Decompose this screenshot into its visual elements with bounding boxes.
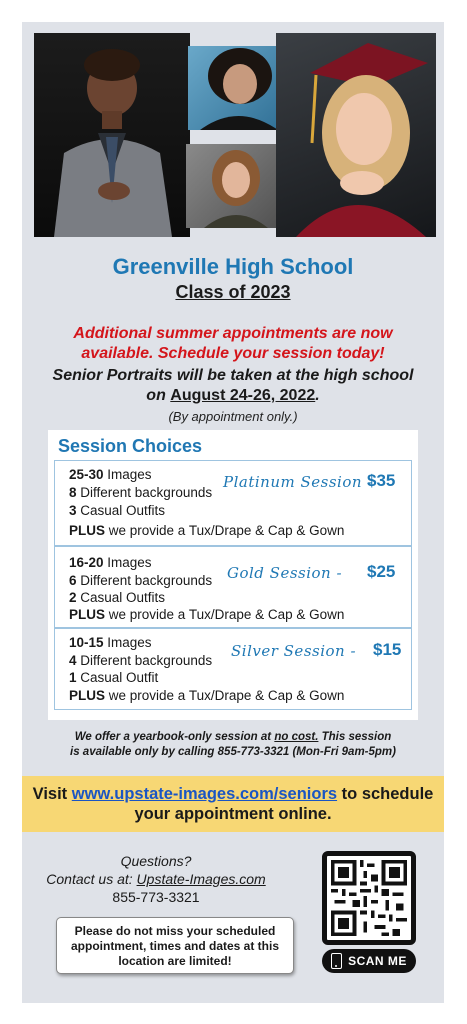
package-plus: PLUS we provide a Tux/Drape & Cap & Gown (69, 688, 345, 703)
yearbook-line-2: is available only by calling 855-773-3321 (Mon-Fri 9am-5pm) (70, 746, 396, 758)
silver-session-name: Silver Session - (231, 642, 357, 660)
phone-icon (331, 953, 342, 969)
package-images: 16-20 Images (69, 555, 152, 570)
senior-photo-girl-smiling (186, 144, 286, 228)
gold-session-price: $25 (367, 562, 396, 581)
scan-me-badge (322, 949, 416, 973)
summer-appointments-notice (36, 324, 430, 364)
package-images: 10-15 Images (69, 635, 152, 650)
visit-website-banner (22, 776, 444, 832)
scan-me-label: SCAN ME (348, 954, 407, 968)
summer-line-1: Additional summer appointments are now (73, 325, 393, 342)
platinum-session-package (54, 460, 412, 546)
senior-on: on (146, 387, 171, 404)
no-cost: no cost. (274, 731, 319, 743)
visit-line-2: your appointment online. (134, 805, 332, 823)
package-outfits: 1 Casual Outfit (69, 670, 159, 685)
summer-line-2: available. Schedule your session today! (81, 345, 385, 362)
package-images: 25-30 Images (69, 467, 152, 482)
qr-code-icon (331, 860, 407, 936)
contact-phone: 855-773-3321 (112, 889, 200, 905)
platinum-session-price: $35 (367, 471, 396, 490)
session-choices-panel (48, 430, 418, 720)
qr-code[interactable] (322, 851, 416, 945)
package-outfits: 3 Casual Outfits (69, 503, 166, 518)
flyer (22, 22, 444, 1003)
portrait-dates: August 24-26, 2022 (170, 387, 316, 404)
gold-session-name: Gold Session - (227, 564, 343, 582)
website-link[interactable]: Upstate-Images.com (136, 871, 266, 887)
platinum-session-name: Platinum Session - (223, 473, 373, 491)
yearbook-only-note (22, 730, 444, 760)
package-plus: PLUS we provide a Tux/Drape & Cap & Gown (69, 523, 345, 538)
silver-session-package (54, 628, 412, 710)
silver-session-price: $15 (373, 640, 402, 659)
package-plus: PLUS we provide a Tux/Drape & Cap & Gown (69, 607, 345, 622)
session-choices-title: Session Choices (58, 436, 203, 456)
senior-period: . (315, 387, 320, 404)
senior-line-2 (32, 386, 434, 406)
senior-line-1: Senior Portraits will be taken at the high school (52, 367, 414, 384)
senior-photo-girl-curly (188, 46, 286, 130)
senior-photo-cap-and-gown (276, 33, 436, 237)
seniors-link[interactable]: www.upstate-images.com/seniors (71, 785, 338, 803)
package-outfits: 2 Casual Outfits (69, 590, 166, 605)
class-year: Class of 2023 (175, 282, 291, 302)
senior-photo-boy-suit (34, 33, 190, 237)
package-backgrounds: 8 Different backgrounds (69, 485, 213, 500)
senior-portrait-info (32, 366, 434, 406)
contact-line: Contact us at: Upstate-Images.com (46, 871, 266, 887)
visit-line-1: Visit www.upstate-images.com/seniors to schedule (32, 785, 434, 803)
package-backgrounds: 6 Different backgrounds (69, 573, 213, 588)
questions-label: Questions? (120, 853, 192, 869)
contact-info (36, 852, 276, 906)
package-backgrounds: 4 Different backgrounds (69, 653, 213, 668)
gold-session-package (54, 546, 412, 628)
limited-appointments-warning: Please do not miss your scheduled appointment, times and dates at this location are limited! (56, 917, 294, 974)
by-appointment-note: (By appointment only.) (168, 409, 298, 424)
school-name: Greenville High School (112, 254, 354, 279)
yearbook-line-1: We offer a yearbook-only session at no cost. This session (74, 731, 392, 743)
